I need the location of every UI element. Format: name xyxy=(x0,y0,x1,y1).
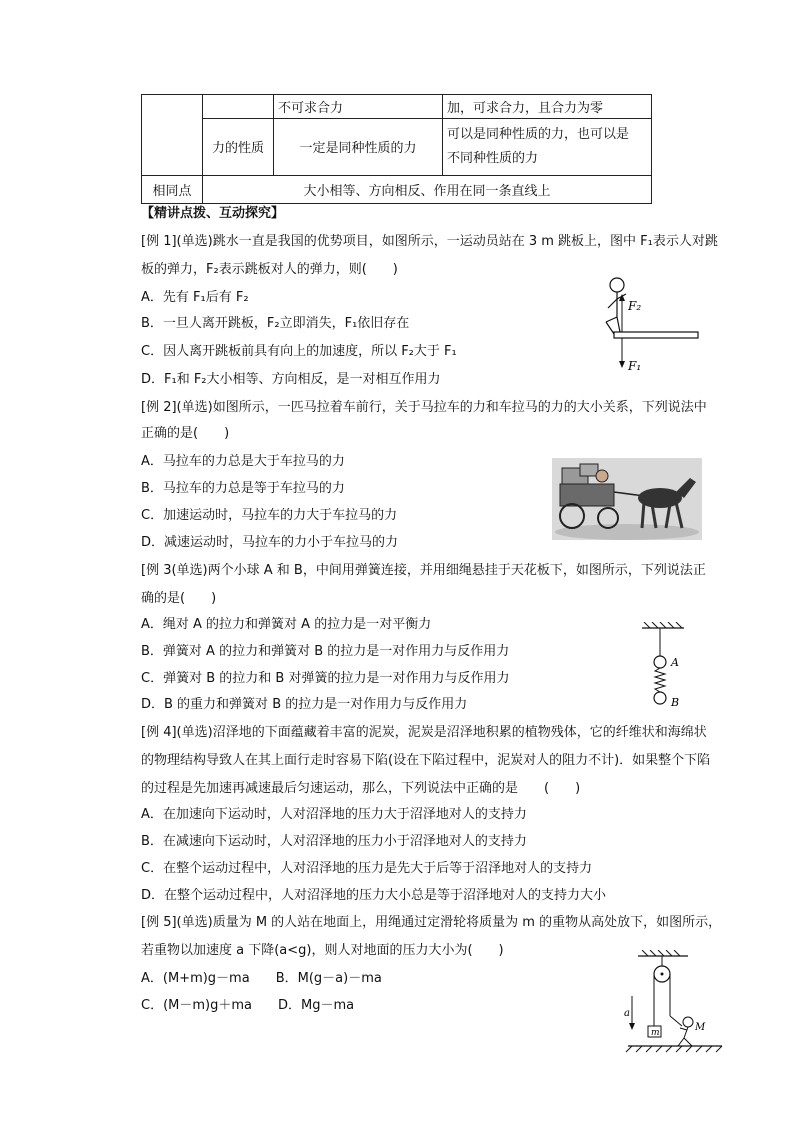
table-row xyxy=(142,95,652,119)
section-title: 【精讲点拨、互动探究】 xyxy=(141,206,285,221)
ex2-question-line: 正确的是( ) xyxy=(141,426,230,441)
ex4-option-a: A．在加速向下运动时，人对沼泽地的压力大于沼泽地对人的支持力 xyxy=(141,807,527,822)
ex1-option-d: D．F₁和 F₂大小相等、方向相反，是一对相互作用力 xyxy=(141,372,441,387)
ex1-question-line: [例 1](单选)跳水一直是我国的优势项目，如图所示，一运动员站在 3 m 跳板上，图中 F₁表示人对跳 xyxy=(141,234,718,249)
table-row xyxy=(142,175,652,203)
horse-cart-image xyxy=(552,458,702,540)
table-cell xyxy=(142,95,203,176)
ex3-option-d: D．B 的重力和弹簧对 B 的拉力是一对作用力与反作用力 xyxy=(141,697,468,712)
table-cell: 大小相等、方向相反、作用在同一条直线上 xyxy=(203,175,652,203)
ex5-question-line: [例 5](单选)质量为 M 的人站在地面上，用绳通过定滑轮将质量为 m 的重物从高处放下，如图所示， xyxy=(141,915,722,930)
ex3-question-line: [例 3(单选)两个小球 A 和 B，中间用弹簧连接，并用细绳悬挂于天花板下，如图所示，下列说法正 xyxy=(141,563,706,578)
ball-b-label: B xyxy=(671,696,680,709)
mass-m-label: m xyxy=(651,1028,660,1038)
ex3-option-a: A．绳对 A 的拉力和弹簧对 A 的拉力是一对平衡力 xyxy=(141,617,432,632)
pulley-figure xyxy=(618,950,724,1056)
table-cell xyxy=(203,95,274,119)
ex5-options-ab: A．(M+m)g－ma B．M(g－a)－ma xyxy=(141,971,382,986)
ex3-option-c: C．弹簧对 B 的拉力和 B 对弹簧的拉力是一对作用力与反作用力 xyxy=(141,671,510,686)
mass-M-label: M xyxy=(695,1022,706,1033)
ex2-option-a: A．马拉车的力总是大于车拉马的力 xyxy=(141,454,345,469)
ex4-option-c: C．在整个运动过程中，人对沼泽地的压力是先大于后等于沼泽地对人的支持力 xyxy=(141,861,593,876)
ball-a-label: A xyxy=(671,656,679,669)
table-cell: 力的性质 xyxy=(203,119,274,176)
table-cell: 一定是同种性质的力 xyxy=(274,119,443,176)
ex1-question-line: 板的弹力，F₂表示跳板对人的弹力，则( ) xyxy=(141,262,398,277)
table-cell: 不可求合力 xyxy=(274,95,443,119)
ex1-option-c: C．因人离开跳板前具有向上的加速度，所以 F₂大于 F₁ xyxy=(141,344,457,359)
f2-label: F₂ xyxy=(628,299,642,313)
table-cell-line: 不同种性质的力 xyxy=(447,150,539,166)
ex3-question-line: 确的是( ) xyxy=(141,591,217,606)
table-cell-line: 可以是同种性质的力，也可以是 xyxy=(447,126,630,142)
ex1-option-a: A．先有 F₁后有 F₂ xyxy=(141,290,249,305)
comparison-table xyxy=(141,94,652,204)
spring-balls-figure xyxy=(638,622,690,714)
table-cell: 相同点 xyxy=(142,175,203,203)
ex2-option-c: C．加速运动时，马拉车的力大于车拉马的力 xyxy=(141,508,398,523)
table-row xyxy=(142,119,652,176)
ex5-question-line: 若重物以加速度 a 下降(a<g)，则人对地面的压力大小为( ) xyxy=(141,943,504,958)
ex4-option-b: B．在减速向下运动时，人对沼泽地的压力小于沼泽地对人的支持力 xyxy=(141,834,527,849)
ex5-options-cd: C．(M－m)g＋ma D．Mg－ma xyxy=(141,998,355,1013)
ex3-option-b: B．弹簧对 A 的拉力和弹簧对 B 的拉力是一对作用力与反作用力 xyxy=(141,644,510,659)
diving-figure xyxy=(592,272,702,374)
ex4-option-d: D．在整个运动过程中，人对沼泽地的压力大小总是等于沼泽地对人的支持力大小 xyxy=(141,888,607,903)
ex2-option-b: B．马拉车的力总是等于车拉马的力 xyxy=(141,481,345,496)
ex4-question-line: 的物理结构导致人在其上面行走时容易下陷(设在下陷过程中，泥炭对人的阻力不计)．如果整个下陷 xyxy=(141,753,711,768)
ex2-question-line: [例 2](单选)如图所示，一匹马拉着车前行，关于马拉车的力和车拉马的力的大小关系，下列说法中 xyxy=(141,400,707,415)
table-cell: 加，可求合力，且合力为零 xyxy=(443,95,652,119)
ex1-option-b: B．一旦人离开跳板，F₂立即消失，F₁依旧存在 xyxy=(141,316,410,331)
ex2-option-d: D．减速运动时，马拉车的力小于车拉马的力 xyxy=(141,535,399,550)
ex4-question-line: 的过程是先加速再减速最后匀速运动，那么，下列说法中正确的是 ( ) xyxy=(141,781,581,796)
ex4-question-line: [例 4](单选)沼泽地的下面蕴藏着丰富的泥炭，泥炭是沼泽地积累的植物残体，它的纤维状和海绵状 xyxy=(141,725,707,740)
table-cell xyxy=(443,119,652,176)
accel-a-label: a xyxy=(624,1008,630,1019)
f1-label: F₁ xyxy=(628,359,642,373)
